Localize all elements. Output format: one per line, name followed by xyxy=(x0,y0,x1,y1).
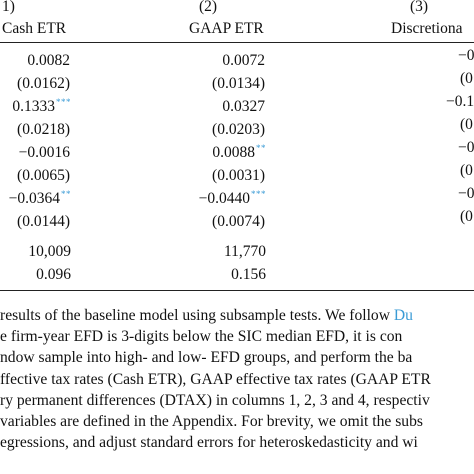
significance-stars: *** xyxy=(251,189,266,199)
cell-col2: (0.0134) xyxy=(212,75,265,93)
col3-header: Discretiona xyxy=(391,20,463,37)
cell-col3: (0 xyxy=(460,162,473,179)
cell-col1: (0.0065) xyxy=(17,167,70,185)
caption-line: egressions, and adjust standard errors for heteroskedasticity and wi xyxy=(0,434,418,452)
cell-col1: (0.0144) xyxy=(17,213,70,231)
stat-col2: 11,770 xyxy=(223,243,266,260)
caption-line: variables are defined in the Appendix. For brevity, we omit the subs xyxy=(0,413,423,430)
cell-col1: (0.0162) xyxy=(17,75,70,93)
caption-line: ndow sample into high- and low- EFD groups, and perform the ba xyxy=(0,349,413,367)
stat-col2: 0.156 xyxy=(231,266,266,283)
cell-col2: −0.0440*** xyxy=(198,189,266,208)
cell-col2: (0.0203) xyxy=(212,121,265,139)
stat-col1: 10,009 xyxy=(28,243,71,260)
cell-col1: (0.0218) xyxy=(17,121,70,139)
significance-stars: ** xyxy=(256,143,266,153)
cell-col3: (0 xyxy=(460,208,473,225)
col2-number: (2) xyxy=(199,0,218,15)
significance-stars: ** xyxy=(61,189,71,199)
col1-number: 1) xyxy=(2,0,15,15)
cell-col3: −0.1 xyxy=(446,93,474,110)
caption-line: e firm-year EFD is 3-digits below the SIC median EFD, it is con xyxy=(0,328,403,346)
stat-col1: 0.096 xyxy=(36,266,71,283)
cell-col2: 0.0327 xyxy=(222,98,265,116)
caption-line: results of the baseline model using subsample tests. We follow Du xyxy=(0,307,413,324)
cell-col3: −0 xyxy=(458,139,474,156)
cell-col2: (0.0031) xyxy=(212,167,265,185)
col3-number: (3) xyxy=(410,0,429,15)
table-bottom-rule xyxy=(0,290,474,291)
cell-col1: −0.0016 xyxy=(18,144,70,162)
cell-col2: 0.0072 xyxy=(222,52,265,70)
citation-link[interactable]: Du xyxy=(393,307,413,324)
cell-col2: (0.0074) xyxy=(212,213,265,231)
cell-col3: (0 xyxy=(460,116,473,133)
cell-col1: 0.1333*** xyxy=(12,97,71,116)
cell-col3: (0 xyxy=(460,70,473,87)
cell-col1: −0.0364** xyxy=(8,189,71,208)
col2-header: GAAP ETR xyxy=(189,20,264,37)
caption-line: ry permanent differences (DTAX) in columns 1, 2, 3 and 4, respectiv xyxy=(0,391,430,409)
significance-stars: *** xyxy=(56,97,71,107)
cell-col1: 0.0082 xyxy=(27,52,70,70)
caption-line: ffective tax rates (Cash ETR), GAAP effective tax rates (GAAP ETR xyxy=(0,370,431,388)
cell-col3: −0 xyxy=(458,47,474,64)
cell-col2: 0.0088** xyxy=(212,143,266,162)
cell-col3: −0 xyxy=(458,185,474,202)
col1-header: Cash ETR xyxy=(2,20,67,37)
header-rule xyxy=(0,42,474,43)
